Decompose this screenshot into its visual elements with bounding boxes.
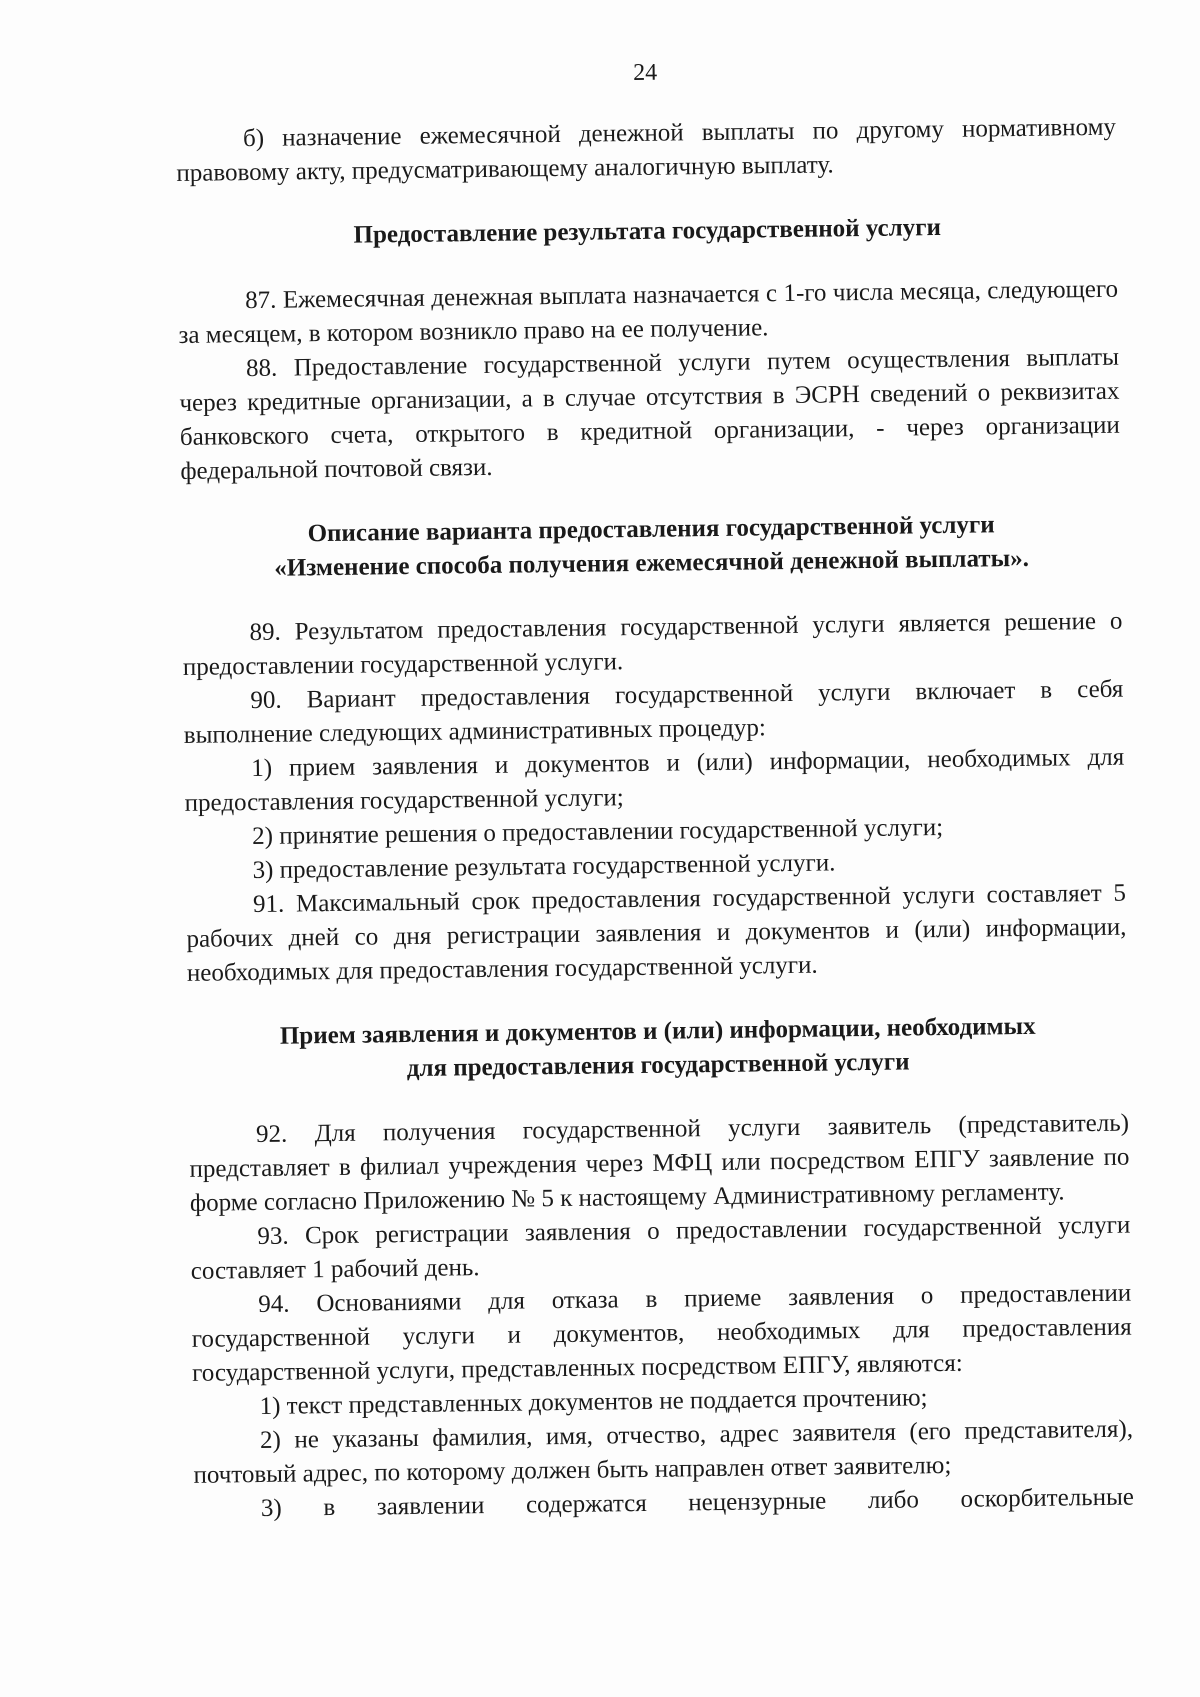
page-number: 24 (633, 59, 658, 87)
list-item-3: 3) в заявлении содержатся нецензурные либо оскорбительные (260, 1483, 1135, 1522)
list-item-3: 3) предоставление результата государственной услуги. (252, 849, 836, 885)
paragraph-92: 92. Для получения государственной услуги заявитель (представитель) представляет в филиал учреждения через МФЦ или посредством ЕПГУ заявление по форме согласно Приложению № 5 к настоящему Административному регламенту. (189, 1109, 1130, 1217)
heading-line: Прием заявления и документов и (или) информации, необходимых (279, 1012, 1036, 1050)
heading-line: Предоставление результата государственной услуги (353, 213, 942, 249)
paragraph-89: 89. Результатом предоставления государственной услуги является решение о предоставлении государственной услуги. (182, 607, 1123, 681)
heading-line: для предоставления государственной услуги (406, 1048, 910, 1083)
paragraph-90: 90. Вариант предоставления государственной услуги включает в себя выполнение следующих административных процедур: (183, 675, 1124, 749)
section-heading-variant (181, 507, 1122, 587)
paragraph-b: б) назначение ежемесячной денежной выплаты по другому нормативному правовому акту, предусматривающему аналогичную выплату. (176, 113, 1117, 187)
heading-line: Описание варианта предоставления государственной услуги (307, 511, 995, 548)
list-item-1: 1) прием заявления и документов и (или) информации, необходимых для предоставления государственной услуги; (184, 743, 1125, 817)
list-item-2: 2) не указаны фамилия, имя, отчество, адрес заявителя (его представителя), почтовый адрес, по которому должен быть направлен ответ заявителю; (193, 1415, 1134, 1489)
paragraph-91: 91. Максимальный срок предоставления государственной услуги составляет 5 рабочих дней со дня регистрации заявления и документов и (или) информации, необходимых для предоставления государственной услуги. (186, 879, 1127, 987)
paragraph-88: 88. Предоставление государственной услуги путем осуществления выплаты через кредитные организации, а в случае отсутствия в ЭСРН сведений о реквизитах банковского счета, открытого в кредитной организации, - через организации федеральной почтовой связи. (179, 343, 1121, 485)
page-content (175, 50, 1134, 1527)
paragraph-87: 87. Ежемесячная денежная выплата назначается с 1-го числа месяца, следующего за месяцем, в котором возникло право на ее получение. (178, 275, 1119, 349)
list-item-2: 2) принятие решения о предоставлении государственной услуги; (251, 814, 944, 851)
section-heading-application (188, 1009, 1129, 1089)
list-item-1: 1) текст представленных документов не поддается прочтению; (259, 1384, 928, 1421)
paragraph-93: 93. Срок регистрации заявления о предоставлении государственной услуги составляет 1 рабочий день. (190, 1211, 1131, 1285)
heading-line: «Изменение способа получения ежемесячной денежной выплаты». (274, 544, 1030, 582)
paragraph-94: 94. Основаниями для отказа в приеме заявления о предоставлении государственной услуги и документов, необходимых для предоставления государственной услуги, представленных посредством ЕПГУ, являются: (191, 1279, 1132, 1387)
